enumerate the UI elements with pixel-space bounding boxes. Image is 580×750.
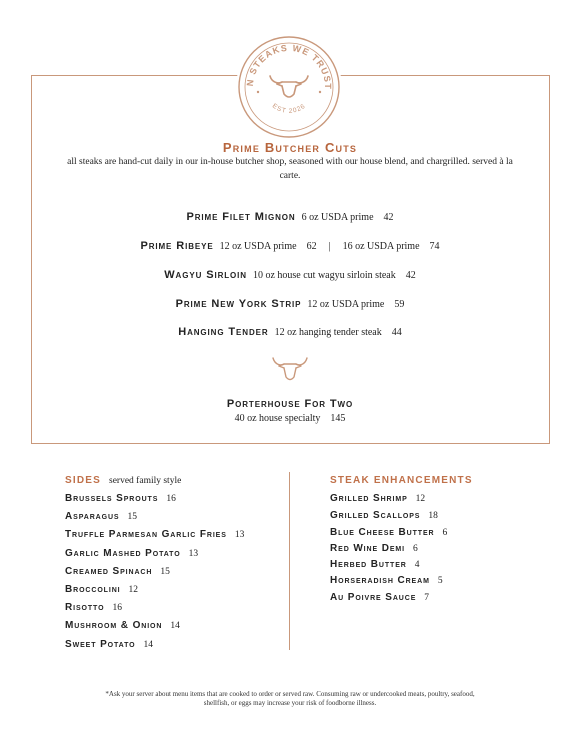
cut-price: 62	[306, 241, 317, 252]
side-item	[65, 602, 122, 613]
cut-name: Prime Ribeye	[140, 240, 214, 252]
side-price: 15	[127, 512, 137, 522]
cut-separator: |	[328, 241, 331, 252]
side-name: Garlic Mashed Potato	[65, 548, 181, 559]
side-item	[65, 620, 180, 631]
enhancement-price: 4	[414, 560, 420, 570]
enhancement-item	[330, 493, 425, 504]
enhancement-item	[330, 559, 420, 570]
side-item	[65, 566, 170, 577]
side-item	[65, 511, 137, 522]
svg-text:EST 2026: EST 2026	[270, 102, 308, 115]
porterhouse-name: Porterhouse For Two	[226, 398, 354, 410]
side-price: 14	[143, 640, 153, 650]
enhancement-price: 7	[424, 593, 430, 603]
svg-text:IN STEAKS WE TRUST: N STEAKS WE TRUST	[244, 42, 334, 91]
enhancement-price: 6	[442, 528, 448, 538]
enhancement-item	[330, 527, 447, 538]
cut-item	[0, 298, 580, 310]
bull-emblem-icon	[271, 356, 309, 384]
cut-item	[0, 269, 580, 281]
cut-name: Prime New York Strip	[175, 298, 302, 310]
porterhouse-price: 145	[330, 413, 346, 424]
cut-item	[0, 326, 580, 338]
side-price: 16	[112, 603, 122, 613]
enhancement-item	[330, 543, 418, 554]
side-name: Broccolini	[65, 584, 121, 595]
cut-desc: 10 oz house cut wagyu sirloin steak	[252, 270, 396, 281]
cuts-description: all steaks are hand-cut daily in our in-house butcher shop, seasoned with our house blend, and chargrilled. served à la carte.	[67, 157, 513, 181]
cut-name: Wagyu Sirloin	[164, 269, 247, 281]
cut-item	[0, 211, 580, 223]
enhancement-name: Au Poivre Sauce	[330, 592, 417, 603]
side-price: 16	[166, 494, 176, 504]
enhancement-name: Horseradish Cream	[330, 575, 430, 586]
enhancement-price: 6	[412, 544, 418, 554]
enhancement-price: 12	[415, 494, 426, 504]
enhancement-name: Grilled Shrimp	[330, 493, 408, 504]
side-name: Brussels Sprouts	[65, 493, 159, 504]
column-divider	[289, 472, 290, 650]
cut-price-alt: 74	[429, 241, 440, 252]
sides-note: served family style	[109, 476, 182, 486]
side-price: 13	[188, 549, 199, 559]
side-price: 13	[234, 530, 245, 540]
side-name: Sweet Potato	[65, 639, 136, 650]
enhancement-item	[330, 510, 438, 521]
side-name: Asparagus	[65, 511, 120, 522]
cut-price: 44	[391, 327, 402, 338]
porterhouse-line	[0, 413, 580, 424]
side-name: Truffle Parmesan Garlic Fries	[65, 529, 227, 540]
porterhouse-desc: 40 oz house specialty	[234, 413, 321, 424]
cut-price: 42	[383, 212, 394, 223]
enhancement-price: 5	[437, 576, 443, 586]
enhancement-name: Grilled Scallops	[330, 510, 421, 521]
cut-price: 42	[405, 270, 416, 281]
enhancement-name: Red Wine Demi	[330, 543, 405, 554]
sides-title: SIDES	[65, 475, 102, 486]
cut-name: Hanging Tender	[178, 326, 269, 338]
side-item	[65, 639, 153, 650]
side-price: 14	[170, 621, 180, 631]
cut-desc: 6 oz USDA prime	[301, 212, 374, 223]
enhancement-name: Blue Cheese Butter	[330, 527, 435, 538]
cut-desc: 12 oz hanging tender steak	[274, 327, 382, 338]
enhancement-price: 18	[428, 511, 438, 521]
cut-desc: 12 oz USDA prime	[307, 299, 385, 310]
side-item	[65, 548, 198, 559]
food-safety-disclaimer: *Ask your server about menu items that are cooked to order or served raw. Consuming raw or undercooked meats, poultry, seafood, shellfish, or eggs may increase your risk of foodborne illness.	[105, 690, 475, 707]
side-item	[65, 584, 138, 595]
side-name: Mushroom & Onion	[65, 620, 163, 631]
side-name: Creamed Spinach	[65, 566, 153, 577]
enhancements-heading: STEAK ENHANCEMENTS	[330, 475, 473, 486]
enhancement-name: Herbed Butter	[330, 559, 407, 570]
sides-heading	[65, 475, 181, 486]
seal-logo-icon	[236, 34, 342, 140]
side-price: 15	[160, 567, 170, 577]
cuts-section-title: Prime Butcher Cuts	[222, 140, 358, 155]
side-name: Risotto	[65, 602, 105, 613]
side-price: 12	[128, 585, 138, 595]
cut-price: 59	[394, 299, 405, 310]
brand-seal	[236, 34, 342, 140]
side-item	[65, 529, 244, 540]
enhancement-item	[330, 575, 443, 586]
cut-desc: 12 oz USDA prime	[219, 241, 297, 252]
side-item	[65, 493, 176, 504]
cut-item	[0, 240, 580, 252]
cut-desc-alt: 16 oz USDA prime	[342, 241, 420, 252]
enhancement-item	[330, 592, 429, 603]
cut-name: Prime Filet Mignon	[186, 211, 296, 223]
